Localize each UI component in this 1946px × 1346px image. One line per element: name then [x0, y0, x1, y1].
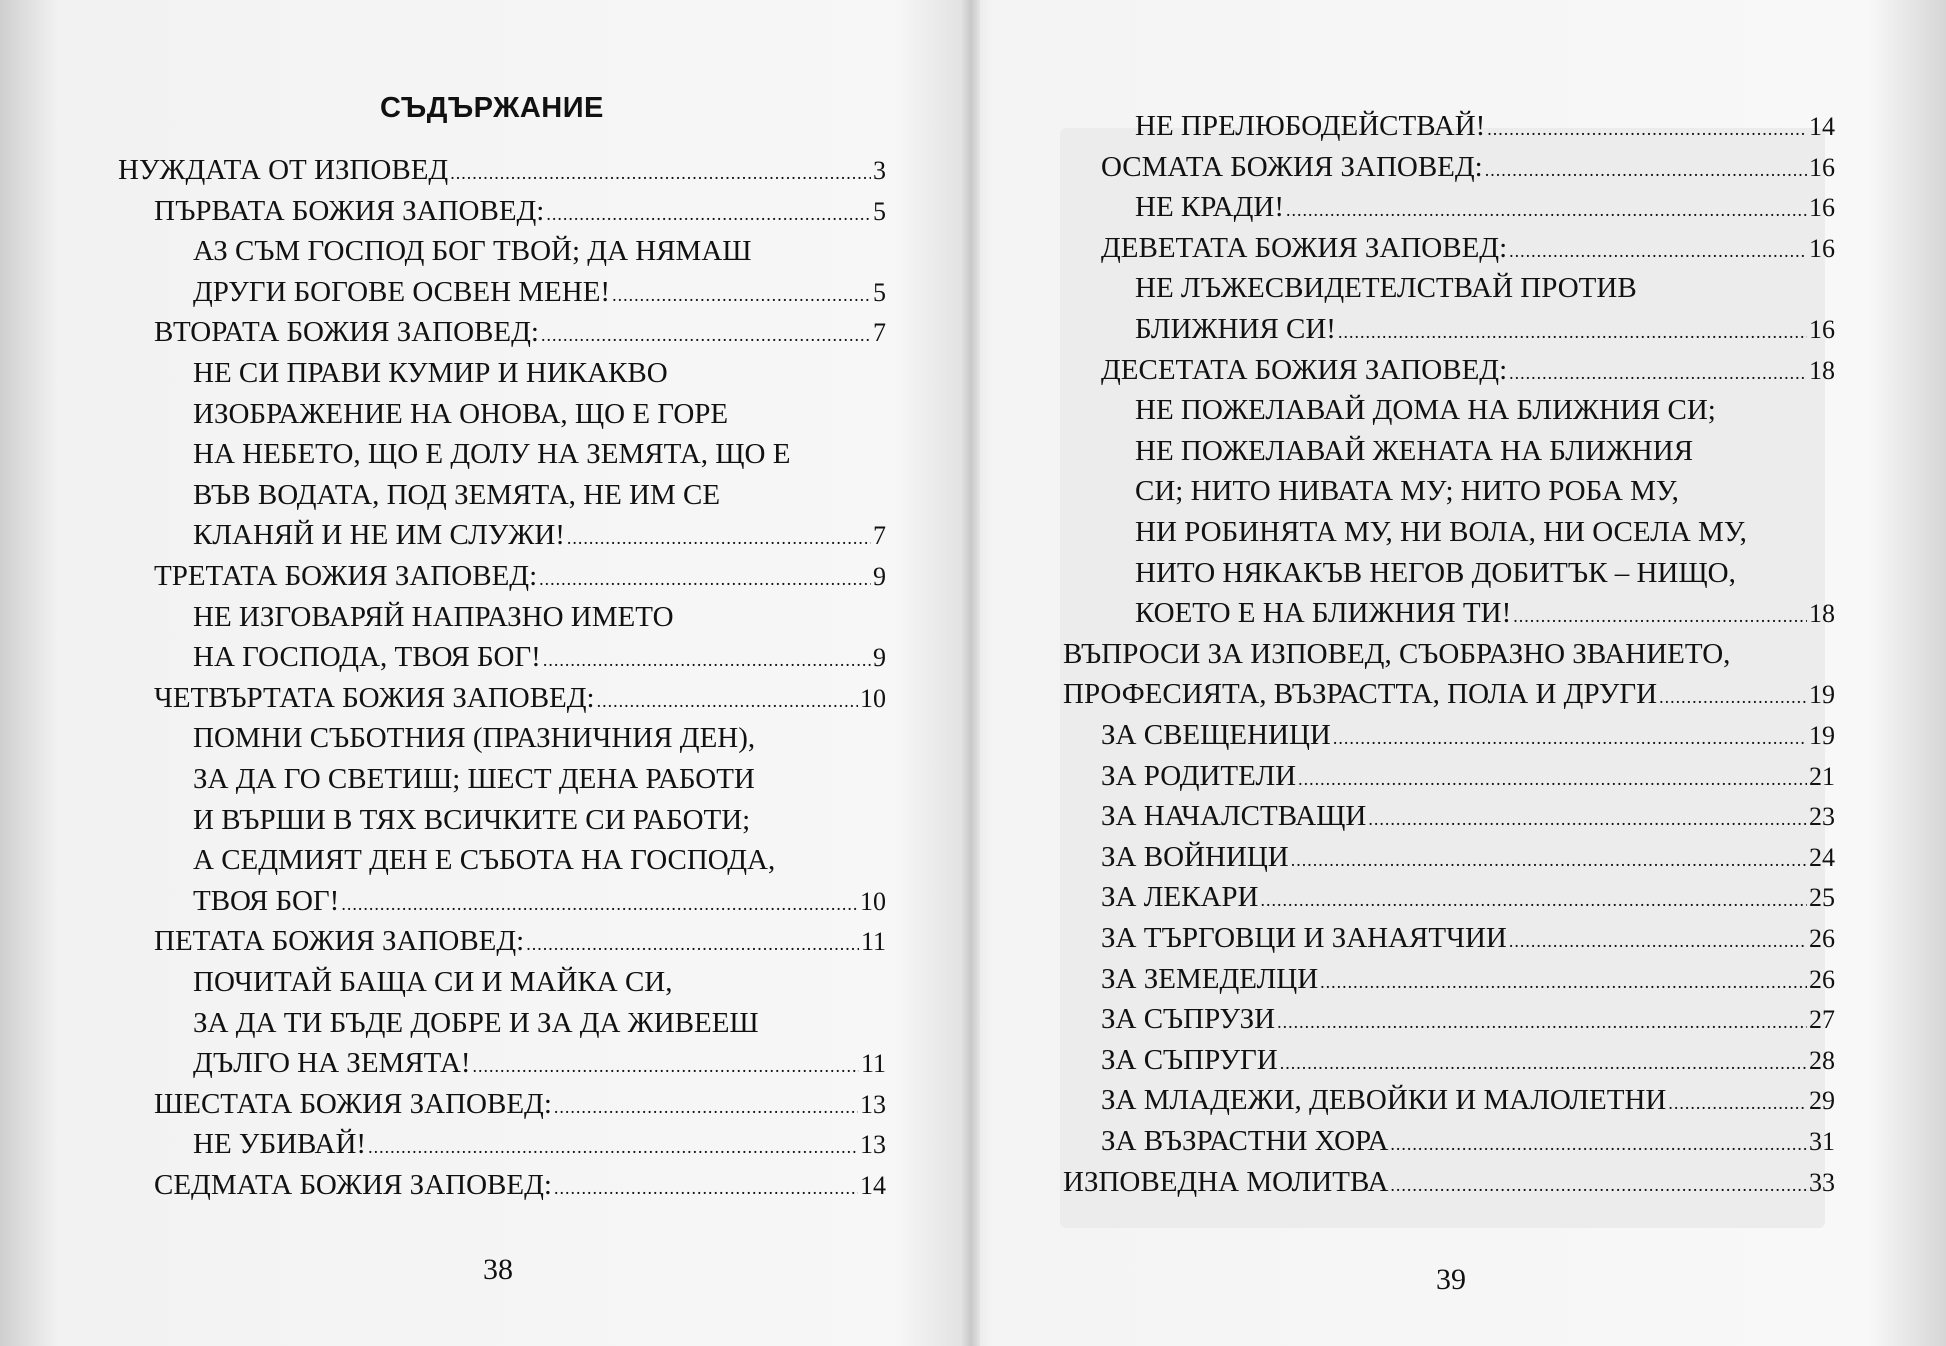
left-page	[0, 0, 970, 1346]
toc-dot-leader	[1291, 841, 1807, 879]
toc-entry	[154, 1166, 886, 1204]
toc-entry-text: НЕ КРАДИ!	[1135, 191, 1284, 224]
toc-entry	[1135, 391, 1835, 429]
toc-page-number: 5	[873, 196, 886, 226]
toc-entry-text: ВЪПРОСИ ЗА ИЗПОВЕД, СЪОБРАЗНО ЗВАНИЕТО,	[1063, 637, 1731, 670]
toc-dot-leader	[1390, 1125, 1807, 1163]
toc-entry	[1063, 675, 1835, 713]
toc-entry-text: ЗА СЪПРУГИ	[1101, 1043, 1278, 1076]
toc-entry-text: ПЕТАТА БОЖИЯ ЗАПОВЕД:	[154, 925, 525, 958]
toc-page-number: 19	[1809, 680, 1835, 710]
toc-page-number: 29	[1809, 1086, 1835, 1116]
toc-entry	[1101, 716, 1835, 754]
toc-page-number: 19	[1809, 721, 1835, 750]
toc-page-number: 10	[860, 683, 886, 713]
toc-dot-leader	[1280, 1044, 1807, 1082]
toc-dot-leader	[473, 1047, 859, 1085]
toc-entry	[193, 273, 886, 311]
toc-entry	[1135, 472, 1835, 510]
toc-entry-text: СЕДМАТА БОЖИЯ ЗАПОВЕД:	[154, 1169, 552, 1201]
toc-entry-text: ТРЕТАТА БОЖИЯ ЗАПОВЕД:	[154, 560, 538, 592]
toc-entry-text: ЗА ТЪРГОВЦИ И ЗАНАЯТЧИИ	[1101, 922, 1507, 954]
toc-dot-leader	[546, 195, 871, 233]
toc-page-number: 16	[1809, 315, 1835, 344]
toc-entry-text: ИЗОБРАЖЕНИЕ НА ОНОВА, ЩО Е ГОРЕ	[193, 397, 729, 430]
toc-page-number: 16	[1809, 233, 1835, 263]
toc-entry	[1063, 635, 1835, 673]
toc-page-number: 13	[860, 1130, 886, 1160]
toc-entry-text: НА НЕБЕТО, ЩО Е ДОЛУ НА ЗЕМЯТА, ЩО Е	[193, 438, 791, 471]
toc-entry-text: ВТОРАТА БОЖИЯ ЗАПОВЕД:	[154, 316, 539, 349]
toc-entry	[1101, 148, 1835, 186]
toc-page-number: 3	[873, 156, 886, 185]
toc-entry-text: НЕ ЛЪЖЕСВИДЕТЕЛСТВАЙ ПРОТИВ	[1135, 272, 1637, 305]
toc-entry	[1063, 1163, 1835, 1201]
toc-entry-text: СИ; НИТО НИВАТА МУ; НИТО РОБА МУ,	[1135, 475, 1679, 508]
toc-entry	[1101, 1041, 1835, 1079]
toc-entry	[1135, 513, 1835, 551]
toc-entry	[1101, 1122, 1835, 1160]
toc-entry-text: НЕ ПОЖЕЛАВАЙ ДОМА НА БЛИЖНИЯ СИ;	[1135, 394, 1716, 427]
toc-entry-text: ДЕВЕТАТА БОЖИЯ ЗАПОВЕД:	[1101, 231, 1508, 264]
toc-entry-text: АЗ СЪМ ГОСПОД БОГ ТВОЙ; ДА НЯМАШ	[193, 235, 752, 268]
toc-dot-leader	[554, 1088, 858, 1126]
toc-entry-text: ПЪРВАТА БОЖИЯ ЗАПОВЕД:	[154, 194, 545, 227]
toc-entry	[1101, 1000, 1835, 1038]
toc-page-number: 14	[860, 1171, 886, 1200]
toc-entry-text: ЗА НАЧАЛСТВАЩИ	[1101, 800, 1367, 833]
toc-page-number: 16	[1809, 152, 1835, 182]
toc-entry-text: И ВЪРШИ В ТЯХ ВСИЧКИТЕ СИ РАБОТИ;	[193, 803, 751, 836]
toc-entry	[154, 557, 886, 595]
toc-page-number: 28	[1809, 1045, 1835, 1075]
toc-entry-text: НИТО НЯКАКЪВ НЕГОВ ДОБИТЪК – НИЩО,	[1135, 556, 1736, 589]
toc-dot-leader	[543, 641, 871, 679]
toc-entry-text: ШЕСТАТА БОЖИЯ ЗАПОВЕД:	[154, 1087, 552, 1120]
toc-dot-leader	[341, 885, 858, 923]
toc-entry-text: НЕ СИ ПРАВИ КУМИР И НИКАКВО	[193, 357, 668, 389]
toc-page-number: 25	[1809, 883, 1835, 913]
toc-entry-text: ЗА ВОЙНИЦИ	[1101, 840, 1289, 873]
toc-page-number: 9	[873, 643, 886, 673]
toc-entry	[1101, 878, 1835, 916]
toc-entry-text: ЧЕТВЪРТАТА БОЖИЯ ЗАПОВЕД:	[154, 681, 595, 714]
toc-entry	[154, 192, 886, 230]
toc-page-number: 26	[1809, 964, 1835, 994]
toc-entry	[1135, 594, 1835, 632]
toc-entry-text: ИЗПОВЕДНА МОЛИТВА	[1063, 1165, 1389, 1198]
toc-dot-leader	[1277, 1003, 1807, 1041]
contents-title: СЪДЪРЖАНИЕ	[380, 92, 604, 124]
toc-entry-text: НЕ ПРЕЛЮБОДЕЙСТВАЙ!	[1135, 110, 1486, 142]
toc-dot-leader	[368, 1128, 858, 1166]
toc-entry	[193, 801, 886, 839]
toc-dot-leader	[1368, 800, 1807, 838]
left-page-number: 38	[483, 1253, 513, 1286]
toc-entry	[193, 435, 886, 473]
toc-entry-text: ЗА ДА ТИ БЪДЕ ДОБРЕ И ЗА ДА ЖИВЕЕШ	[193, 1006, 759, 1039]
toc-page-number: 10	[860, 886, 886, 916]
toc-page-number: 18	[1809, 599, 1835, 629]
toc-entry	[1101, 797, 1835, 835]
toc-entry-text: ПОЧИТАЙ БАЩА СИ И МАЙКА СИ,	[193, 966, 673, 998]
toc-entry	[1101, 919, 1835, 957]
toc-entry	[1101, 757, 1835, 795]
toc-page-number: 11	[860, 927, 886, 957]
toc-entry-text: ЗА ЛЕКАРИ	[1101, 881, 1259, 914]
toc-entry-text: НА ГОСПОДА, ТВОЯ БОГ!	[193, 641, 541, 674]
toc-entry-text: ДЪЛГО НА ЗЕМЯТА!	[193, 1047, 471, 1080]
toc-page-number: 9	[873, 562, 886, 591]
toc-dot-leader	[1320, 963, 1807, 1001]
toc-entry-text: ДРУГИ БОГОВЕ ОСВЕН МЕНЕ!	[193, 275, 611, 308]
toc-entry	[1101, 838, 1835, 876]
toc-entry-text: ВЪВ ВОДАТА, ПОД ЗЕМЯТА, НЕ ИМ СЕ	[193, 478, 721, 511]
toc-entry-text: А СЕДМИЯТ ДЕН Е СЪБОТА НА ГОСПОДА,	[193, 844, 776, 877]
toc-dot-leader	[1338, 313, 1807, 351]
toc-page-number: 13	[860, 1089, 886, 1119]
toc-entry	[193, 598, 886, 636]
toc-page-number: 33	[1809, 1167, 1835, 1197]
toc-dot-leader	[1509, 354, 1807, 392]
toc-dot-leader	[1513, 597, 1807, 635]
toc-entry	[193, 1004, 886, 1042]
toc-entry-text: КОЕТО Е НА БЛИЖНИЯ ТИ!	[1135, 597, 1512, 630]
toc-entry	[1135, 188, 1835, 226]
toc-dot-leader	[541, 316, 871, 354]
toc-dot-leader	[450, 154, 871, 192]
toc-page-number: 7	[873, 521, 886, 551]
toc-page-number: 23	[1809, 802, 1835, 832]
toc-entry	[193, 1125, 886, 1163]
toc-entry-text: ЗА МЛАДЕЖИ, ДЕВОЙКИ И МАЛОЛЕТНИ	[1101, 1084, 1667, 1117]
toc-dot-leader	[1509, 232, 1807, 270]
toc-entry	[193, 395, 886, 433]
toc-entry	[193, 638, 886, 676]
toc-entry-text: НЕ УБИВАЙ!	[193, 1128, 367, 1161]
toc-dot-leader	[1487, 110, 1807, 148]
toc-dot-leader	[1390, 1166, 1807, 1204]
toc-entry-text: ДЕСЕТАТА БОЖИЯ ЗАПОВЕД:	[1101, 353, 1508, 386]
toc-page-number: 21	[1809, 761, 1835, 791]
toc-dot-leader	[1668, 1084, 1807, 1122]
toc-page-number: 31	[1809, 1127, 1835, 1156]
toc-entry	[1135, 432, 1835, 470]
toc-entry-text: НЕ ПОЖЕЛАВАЙ ЖЕНАТА НА БЛИЖНИЯ	[1135, 434, 1694, 467]
toc-page-number: 14	[1809, 112, 1835, 141]
toc-entry	[154, 679, 886, 717]
toc-page-number: 26	[1809, 924, 1835, 953]
toc-entry	[154, 922, 886, 960]
toc-entry	[193, 1044, 886, 1082]
toc-entry	[193, 476, 886, 514]
toc-entry	[193, 841, 886, 879]
toc-entry-text: ОСМАТА БОЖИЯ ЗАПОВЕД:	[1101, 150, 1483, 183]
toc-page-number: 11	[860, 1049, 886, 1079]
toc-page-number: 27	[1809, 1005, 1835, 1035]
toc-entry	[193, 760, 886, 798]
toc-dot-leader	[1333, 719, 1807, 757]
toc-entry-text: ПРОФЕСИЯТА, ВЪЗРАСТТА, ПОЛА И ДРУГИ	[1063, 678, 1658, 711]
toc-dot-leader	[1298, 760, 1807, 798]
toc-entry	[193, 232, 886, 270]
toc-dot-leader	[526, 925, 859, 963]
toc-entry	[118, 151, 886, 189]
toc-entry-text: ЗА СВЕЩЕНИЦИ	[1101, 719, 1331, 751]
toc-entry	[193, 719, 886, 757]
toc-entry	[154, 1085, 886, 1123]
toc-entry-text: ПОМНИ СЪБОТНИЯ (ПРАЗНИЧНИЯ ДЕН),	[193, 722, 756, 755]
toc-dot-leader	[567, 519, 871, 557]
toc-dot-leader	[597, 682, 858, 720]
toc-entry-text: ТВОЯ БОГ!	[193, 884, 340, 917]
toc-dot-leader	[1286, 191, 1807, 229]
toc-entry	[1135, 554, 1835, 592]
toc-entry	[193, 963, 886, 1001]
toc-dot-leader	[554, 1169, 858, 1207]
toc-entry-text: ЗА ЗЕМЕДЕЛЦИ	[1101, 962, 1319, 995]
toc-entry	[1101, 1081, 1835, 1119]
toc-entry-text: КЛАНЯЙ И НЕ ИМ СЛУЖИ!	[193, 519, 565, 552]
toc-entry-text: НИ РОБИНЯТА МУ, НИ ВОЛА, НИ ОСЕЛА МУ,	[1135, 516, 1747, 548]
toc-entry	[1135, 107, 1835, 145]
toc-page-number: 7	[873, 318, 886, 348]
toc-entry	[1101, 351, 1835, 389]
right-page-number: 39	[1436, 1263, 1466, 1296]
toc-entry-text: ЗА ВЪЗРАСТНИ ХОРА	[1101, 1125, 1389, 1157]
toc-entry-text: ЗА ДА ГО СВЕТИШ; ШЕСТ ДЕНА РАБОТИ	[193, 763, 755, 795]
toc-dot-leader	[1659, 678, 1807, 716]
toc-entry-text: ЗА СЪПРУЗИ	[1101, 1003, 1276, 1036]
toc-page-number: 24	[1809, 842, 1835, 872]
toc-dot-leader	[1260, 881, 1807, 919]
toc-entry-text: ЗА РОДИТЕЛИ	[1101, 759, 1297, 792]
toc-entry	[193, 882, 886, 920]
toc-entry-text: БЛИЖНИЯ СИ!	[1135, 313, 1336, 345]
toc-dot-leader	[539, 560, 871, 598]
toc-entry	[154, 313, 886, 351]
toc-dot-leader	[1485, 151, 1807, 189]
toc-entry	[1135, 269, 1835, 307]
toc-entry	[193, 516, 886, 554]
toc-entry	[193, 354, 886, 392]
right-page	[975, 0, 1946, 1346]
toc-page-number: 5	[873, 277, 886, 307]
toc-dot-leader	[1509, 922, 1807, 960]
toc-dot-leader	[612, 276, 871, 314]
toc-entry	[1135, 310, 1835, 348]
toc-entry	[1101, 960, 1835, 998]
toc-page-number: 18	[1809, 355, 1835, 385]
toc-entry-text: НУЖДАТА ОТ ИЗПОВЕД	[118, 154, 449, 186]
toc-entry	[1101, 229, 1835, 267]
toc-page-number: 16	[1809, 193, 1835, 223]
toc-entry-text: НЕ ИЗГОВАРЯЙ НАПРАЗНО ИМЕТО	[193, 600, 674, 633]
